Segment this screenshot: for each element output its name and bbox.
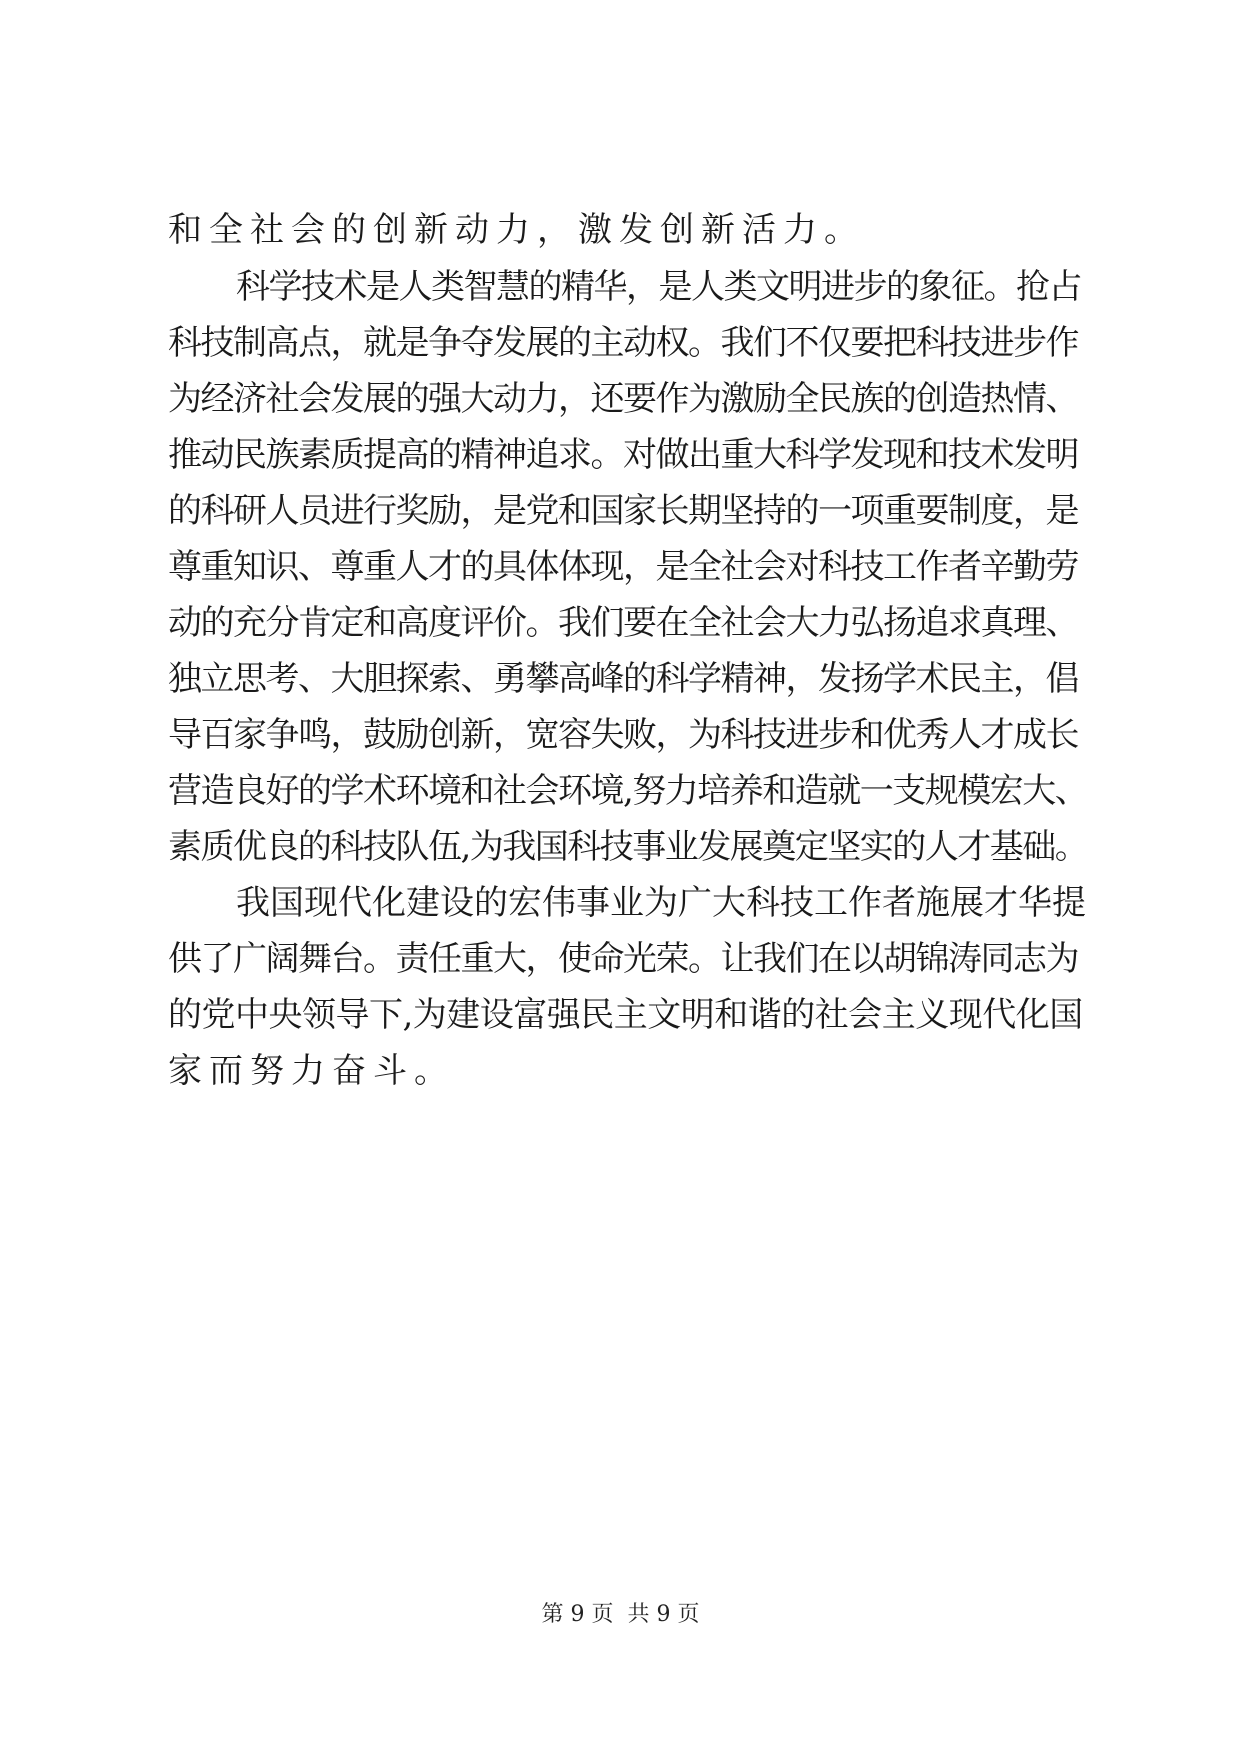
text-line-14: 供了广阔舞台。责任重大，使命光荣。让我们在以胡锦涛同志为 bbox=[168, 939, 1078, 979]
page-number: 第 9 页 bbox=[541, 1602, 614, 1627]
text-line-13: 我国现代化建设的宏伟事业为广大科技工作者施展才华提 bbox=[236, 883, 1086, 923]
text-line-3: 科技制高点，就是争夺发展的主动权。我们不仅要把科技进步作 bbox=[168, 323, 1078, 363]
text-line-7: 尊重知识、尊重人才的具体体现，是全社会对科技工作者辛勤劳 bbox=[168, 547, 1078, 587]
text-line-4: 为经济社会发展的强大动力，还要作为激励全民族的创造热情、 bbox=[168, 379, 1078, 419]
text-line-6: 的科研人员进行奖励，是党和国家长期坚持的一项重要制度，是 bbox=[168, 491, 1078, 531]
text-line-15: 的党中央领导下,为建设富强民主文明和谐的社会主义现代化国 bbox=[168, 995, 1083, 1035]
page-total: 共 9 页 bbox=[627, 1602, 700, 1627]
page-footer bbox=[0, 1597, 1241, 1633]
text-line-12: 素质优良的科技队伍,为我国科技事业发展奠定坚实的人才基础。 bbox=[168, 827, 1088, 867]
text-line-10: 导百家争鸣，鼓励创新，宽容失败，为科技进步和优秀人才成长 bbox=[168, 715, 1078, 755]
text-line-2: 科学技术是人类智慧的精华，是人类文明进步的象征。抢占 bbox=[236, 267, 1081, 307]
text-line-8: 动的充分肯定和高度评价。我们要在全社会大力弘扬追求真理、 bbox=[168, 603, 1078, 643]
text-line-11: 营造良好的学术环境和社会环境,努力培养和造就一支规模宏大、 bbox=[168, 771, 1088, 811]
text-line-9: 独立思考、大胆探索、勇攀高峰的科学精神，发扬学术民主，倡 bbox=[168, 659, 1078, 699]
text-line-16: 家而努力奋斗。 bbox=[168, 1051, 455, 1091]
text-line-1: 和全社会的创新动力，激发创新活力。 bbox=[168, 210, 865, 250]
text-line-5: 推动民族素质提高的精神追求。对做出重大科学发现和技术发明 bbox=[168, 435, 1078, 475]
